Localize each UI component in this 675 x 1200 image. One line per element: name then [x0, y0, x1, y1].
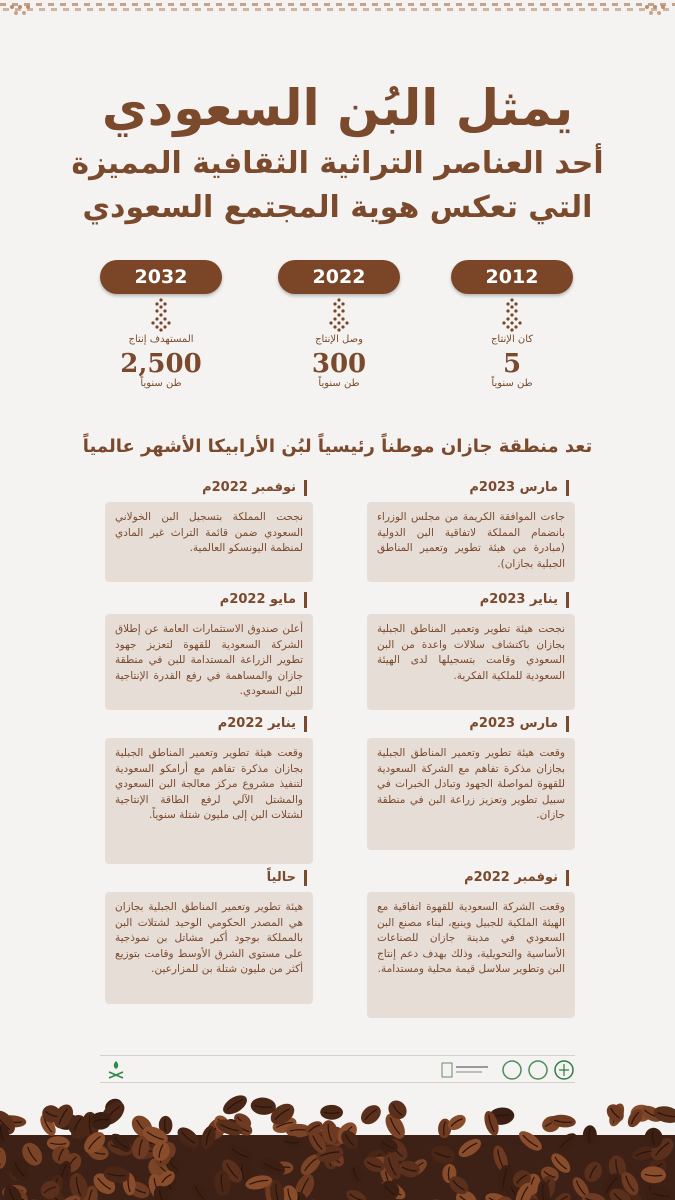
- partner-logos-icon: [500, 1058, 580, 1082]
- timeline-text: أعلن صندوق الاستثمارات العامة عن إطلاق الشركة السعودية للقهوة لتعزيز جهود تطوير الزراعة المستدامة للبن في منطقة جازان والمساهمة في رفع القدرة الإنتاجية للبن السعودي.: [105, 614, 313, 710]
- subtitle-line: التي تعكس هوية المجتمع السعودي: [82, 190, 593, 225]
- timeline-card: [367, 870, 575, 1018]
- saudi-emblem-icon: [104, 1058, 128, 1082]
- year-value: 2,500: [120, 349, 202, 379]
- timeline-date: مارس 2023م: [367, 480, 569, 496]
- page-title: يمثل البُن السعودي: [101, 79, 574, 137]
- timeline-card: [105, 480, 313, 582]
- year-unit: طن سنوياً: [491, 378, 533, 389]
- page-subtitle: [20, 142, 655, 230]
- timeline-date: مارس 2023م: [367, 716, 569, 732]
- timeline-text: نجحت هيئة تطوير وتعمير المناطق الجبلية بجازان باكتشاف سلالات واعدة من البن السعودي وقامت بتسجيلها لدى الهيئة السعودية للملكية الفكرية.: [367, 614, 575, 710]
- timeline-card: [367, 592, 575, 710]
- coffee-beans-image: [0, 1095, 675, 1200]
- timeline-text: نجحت المملكة بتسجيل البن الخولاني السعودي ضمن قائمة التراث غير المادي لمنظمة اليونسكو العالمية.: [105, 502, 313, 582]
- timeline-date: مايو 2022م: [105, 592, 307, 608]
- year-label: وصل الإنتاج: [315, 334, 363, 345]
- timeline-text: وقعت هيئة تطوير وتعمير المناطق الجبلية بجازان مذكرة تفاهم مع الشركة السعودية للقهوة لمواصلة الجهود وتبادل الخبرات في سبيل تطوير وتعزيز زراعة البن في منطقة جازان.: [367, 738, 575, 850]
- dotted-arrow-icon: [500, 298, 524, 332]
- corner-ornament: [609, 2, 669, 18]
- timeline-text: وقعت الشركة السعودية للقهوة اتفاقية مع الهيئة الملكية للجبيل وينبع، لبناء مصنع البن السعودي في مدينة جازان للصناعات الأساسية والتحويلية، وذلك بهدف دعم إنتاج البن وتطوير سلاسل قيمة محلية ومستدامة.: [367, 892, 575, 1018]
- timeline-date: نوفمبر 2022م: [367, 870, 569, 886]
- timeline-card: [105, 870, 313, 1004]
- ministry-logo-icon: [440, 1060, 490, 1080]
- year-unit: طن سنوياً: [318, 378, 360, 389]
- subtitle-line: أحد العناصر التراثية الثقافية المميزة: [71, 146, 604, 181]
- timeline-card: [105, 592, 313, 710]
- timeline-date: يناير 2023م: [367, 592, 569, 608]
- year-label: المستهدف إنتاج: [128, 334, 194, 345]
- year-pill: 2032: [100, 260, 222, 294]
- production-years: [0, 260, 675, 410]
- year-pill: 2012: [451, 260, 573, 294]
- year-pill: 2022: [278, 260, 400, 294]
- timeline-text: هيئة تطوير وتعمير المناطق الجبلية بجازان هي المصدر الحكومي الوحيد لشتلات البن بالمملكة بوجود أكبر مشاتل بن نموذجية على مستوى الشرق الأوسط وقامت بتوزيع أكثر من مليون شتلة بن للمزارعين.: [105, 892, 313, 1004]
- timeline-date: يناير 2022م: [105, 716, 307, 732]
- dotted-arrow-icon: [327, 298, 351, 332]
- timeline-card: [367, 716, 575, 850]
- top-ornament-border: [0, 0, 675, 14]
- dotted-arrow-icon: [149, 298, 173, 332]
- timeline-card: [367, 480, 575, 582]
- year-column-2032: [100, 260, 222, 389]
- year-unit: طن سنوياً: [140, 378, 182, 389]
- year-label: كان الإنتاج: [490, 334, 534, 345]
- year-value: 5: [502, 349, 522, 379]
- corner-ornament: [6, 2, 66, 18]
- year-value: 300: [311, 349, 367, 379]
- timeline-date: نوفمبر 2022م: [105, 480, 307, 496]
- section-title: تعد منطقة جازان موطناً رئيسياً لبُن الأرابيكا الأشهر عالمياً: [82, 436, 593, 457]
- timeline-text: جاءت الموافقة الكريمة من مجلس الوزراء بانضمام المملكة لاتفاقية البن الدولية (مبادرة من هيئة تطوير وتعمير المناطق الجبلية بجازان).: [367, 502, 575, 582]
- timeline-text: وقعت هيئة تطوير وتعمير المناطق الجبلية بجازان مذكرة تفاهم مع أرامكو السعودية لتنفيذ مشروع مركز معالجة البن السعودي والمشتل الآلي لرفع الطاقة الإنتاجية لشتلات البن إلى مليون شتلة سنوياً.: [105, 738, 313, 864]
- year-column-2012: [451, 260, 573, 389]
- year-column-2022: [278, 260, 400, 389]
- timeline-card: [105, 716, 313, 864]
- timeline-date: حالياً: [105, 870, 307, 886]
